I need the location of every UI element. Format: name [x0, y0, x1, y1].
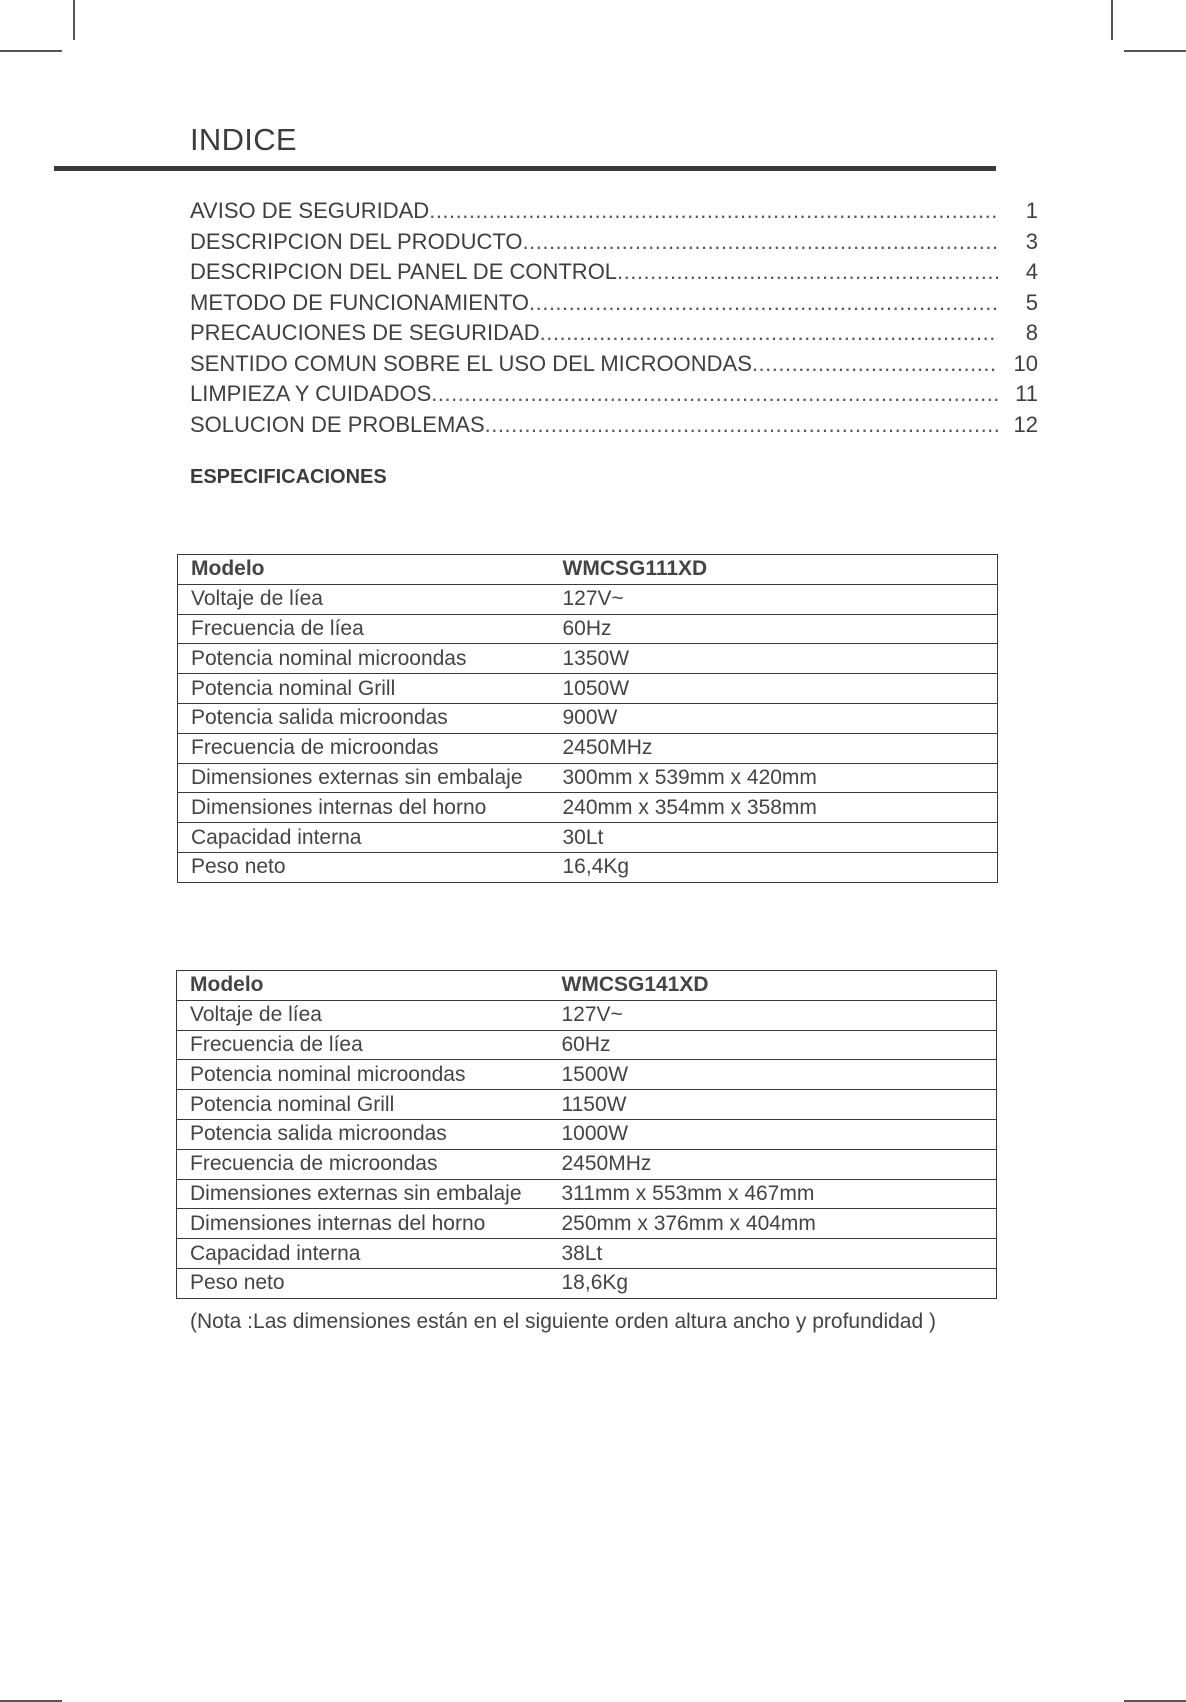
table-row [177, 1179, 997, 1209]
spec-value: 18,6Kg [562, 1268, 997, 1298]
toc-entry[interactable] [190, 320, 1038, 351]
spec-label: Peso neto [177, 1268, 562, 1298]
spec-value: 300mm x 539mm x 420mm [563, 763, 998, 793]
table-row [177, 1030, 997, 1060]
spec-value: 1000W [562, 1119, 997, 1149]
toc-entry[interactable] [190, 259, 1038, 290]
spec-label: Modelo [178, 555, 563, 585]
spec-value: 127V~ [562, 1000, 997, 1030]
table-row [177, 971, 997, 1001]
toc-entry-title: METODO DE FUNCIONAMIENTO [190, 289, 529, 315]
toc-entry-page: 5 [1025, 289, 1038, 315]
table-row [178, 852, 998, 882]
specs-heading: ESPECIFICACIONES [190, 466, 387, 488]
table-row [178, 763, 998, 793]
toc-entry-page: 8 [1025, 320, 1038, 345]
toc-entry-title: SENTIDO COMUN SOBRE EL USO DEL MICROONDAS [190, 350, 752, 376]
toc-entry-title: DESCRIPCION DEL PRODUCTO [190, 228, 523, 254]
toc-entry-page: 4 [1025, 259, 1038, 284]
page-title: INDICE [190, 122, 297, 157]
toc-entry[interactable] [190, 290, 1038, 321]
spec-label: Dimensiones externas sin embalaje [178, 763, 563, 793]
toc-entry-title: DESCRIPCION DEL PANEL DE CONTROL [190, 259, 618, 284]
toc-leader-dots [529, 290, 998, 316]
spec-value: 900W [563, 703, 998, 733]
toc-leader-dots [540, 320, 998, 346]
spec-value: 2450MHz [563, 733, 998, 763]
table-row [178, 674, 998, 704]
crop-mark-top-right-vertical [1111, 0, 1113, 40]
table-row [177, 1149, 997, 1179]
spec-value: 1500W [562, 1060, 997, 1090]
spec-label: Frecuencia de líea [178, 614, 563, 644]
table-row [178, 614, 998, 644]
toc-entry-page: 1 [1025, 198, 1038, 223]
spec-value: 60Hz [563, 614, 998, 644]
toc-entry-title: SOLUCION DE PROBLEMAS [190, 411, 485, 437]
toc-entry-page: 12 [1013, 411, 1038, 437]
toc-entry-page: 3 [1025, 228, 1038, 254]
spec-label: Frecuencia de microondas [178, 733, 563, 763]
spec-label: Peso neto [178, 852, 563, 882]
spec-label: Voltaje de líea [177, 1000, 562, 1030]
spec-value: 16,4Kg [563, 852, 998, 882]
toc-leader-dots [485, 412, 998, 438]
spec-value: 2450MHz [562, 1149, 997, 1179]
dimensions-note: (Nota :Las dimensiones están en el siguiente orden altura ancho y profundidad ) [190, 1310, 936, 1333]
table-row [178, 733, 998, 763]
toc-entry[interactable] [190, 229, 1038, 260]
spec-value: 60Hz [562, 1030, 997, 1060]
spec-value: 30Lt [563, 823, 998, 853]
spec-value: 1050W [563, 674, 998, 704]
crop-mark-top-left-vertical [73, 0, 75, 40]
crop-mark-top-right-horizontal [1124, 50, 1186, 52]
spec-value: 250mm x 376mm x 404mm [562, 1209, 997, 1239]
table-row [177, 1268, 997, 1298]
toc-entry-page: 10 [1013, 350, 1038, 376]
table-of-contents [190, 198, 1038, 442]
spec-value: 127V~ [563, 584, 998, 614]
table-row [177, 1000, 997, 1030]
spec-label: Dimensiones internas del horno [177, 1209, 562, 1239]
toc-leader-dots [431, 381, 998, 407]
table-row [178, 703, 998, 733]
spec-value: 1150W [562, 1090, 997, 1120]
spec-value: 311mm x 553mm x 467mm [562, 1179, 997, 1209]
spec-value: 1350W [563, 644, 998, 674]
spec-value: 38Lt [562, 1239, 997, 1269]
spec-label: Potencia nominal Grill [177, 1090, 562, 1120]
table-row [177, 1060, 997, 1090]
spec-label: Potencia nominal microondas [178, 644, 563, 674]
toc-entry-page: 11 [1015, 381, 1038, 406]
spec-label: Potencia salida microondas [178, 703, 563, 733]
toc-leader-dots [523, 229, 999, 255]
toc-entry-title: PRECAUCIONES DE SEGURIDAD [190, 320, 540, 345]
toc-entry[interactable] [190, 351, 1038, 382]
crop-mark-top-left-horizontal [0, 50, 62, 52]
spec-label: Voltaje de líea [178, 584, 563, 614]
spec-label: Capacidad interna [177, 1239, 562, 1269]
toc-leader-dots [429, 198, 998, 224]
toc-entry[interactable] [190, 198, 1038, 229]
crop-mark-bottom-left-horizontal [0, 1700, 62, 1702]
table-row [177, 1119, 997, 1149]
crop-mark-bottom-right-horizontal [1124, 1700, 1186, 1702]
table-row [178, 823, 998, 853]
spec-value: 240mm x 354mm x 358mm [563, 793, 998, 823]
toc-entry[interactable] [190, 381, 1038, 412]
toc-leader-dots [617, 259, 998, 285]
table-row [178, 584, 998, 614]
spec-table-wmcsg141xd [176, 970, 997, 1299]
spec-table-wmcsg111xd [177, 554, 998, 883]
spec-label: Dimensiones internas del horno [178, 793, 563, 823]
title-divider [54, 166, 996, 171]
spec-label: Potencia salida microondas [177, 1119, 562, 1149]
spec-label: Frecuencia de líea [177, 1030, 562, 1060]
spec-label: Capacidad interna [178, 823, 563, 853]
spec-label: Potencia nominal microondas [177, 1060, 562, 1090]
toc-entry-title: AVISO DE SEGURIDAD [190, 198, 430, 223]
toc-entry-title: LIMPIEZA Y CUIDADOS [190, 381, 432, 406]
table-row [177, 1090, 997, 1120]
spec-value: WMCSG111XD [563, 555, 998, 585]
table-row [177, 1239, 997, 1269]
table-row [178, 644, 998, 674]
table-row [178, 793, 998, 823]
table-row [177, 1209, 997, 1239]
spec-label: Potencia nominal Grill [178, 674, 563, 704]
toc-leader-dots [752, 351, 998, 377]
spec-label: Modelo [177, 971, 562, 1001]
table-row [178, 555, 998, 585]
toc-entry[interactable] [190, 412, 1038, 443]
spec-label: Dimensiones externas sin embalaje [177, 1179, 562, 1209]
spec-value: WMCSG141XD [562, 971, 997, 1001]
spec-label: Frecuencia de microondas [177, 1149, 562, 1179]
